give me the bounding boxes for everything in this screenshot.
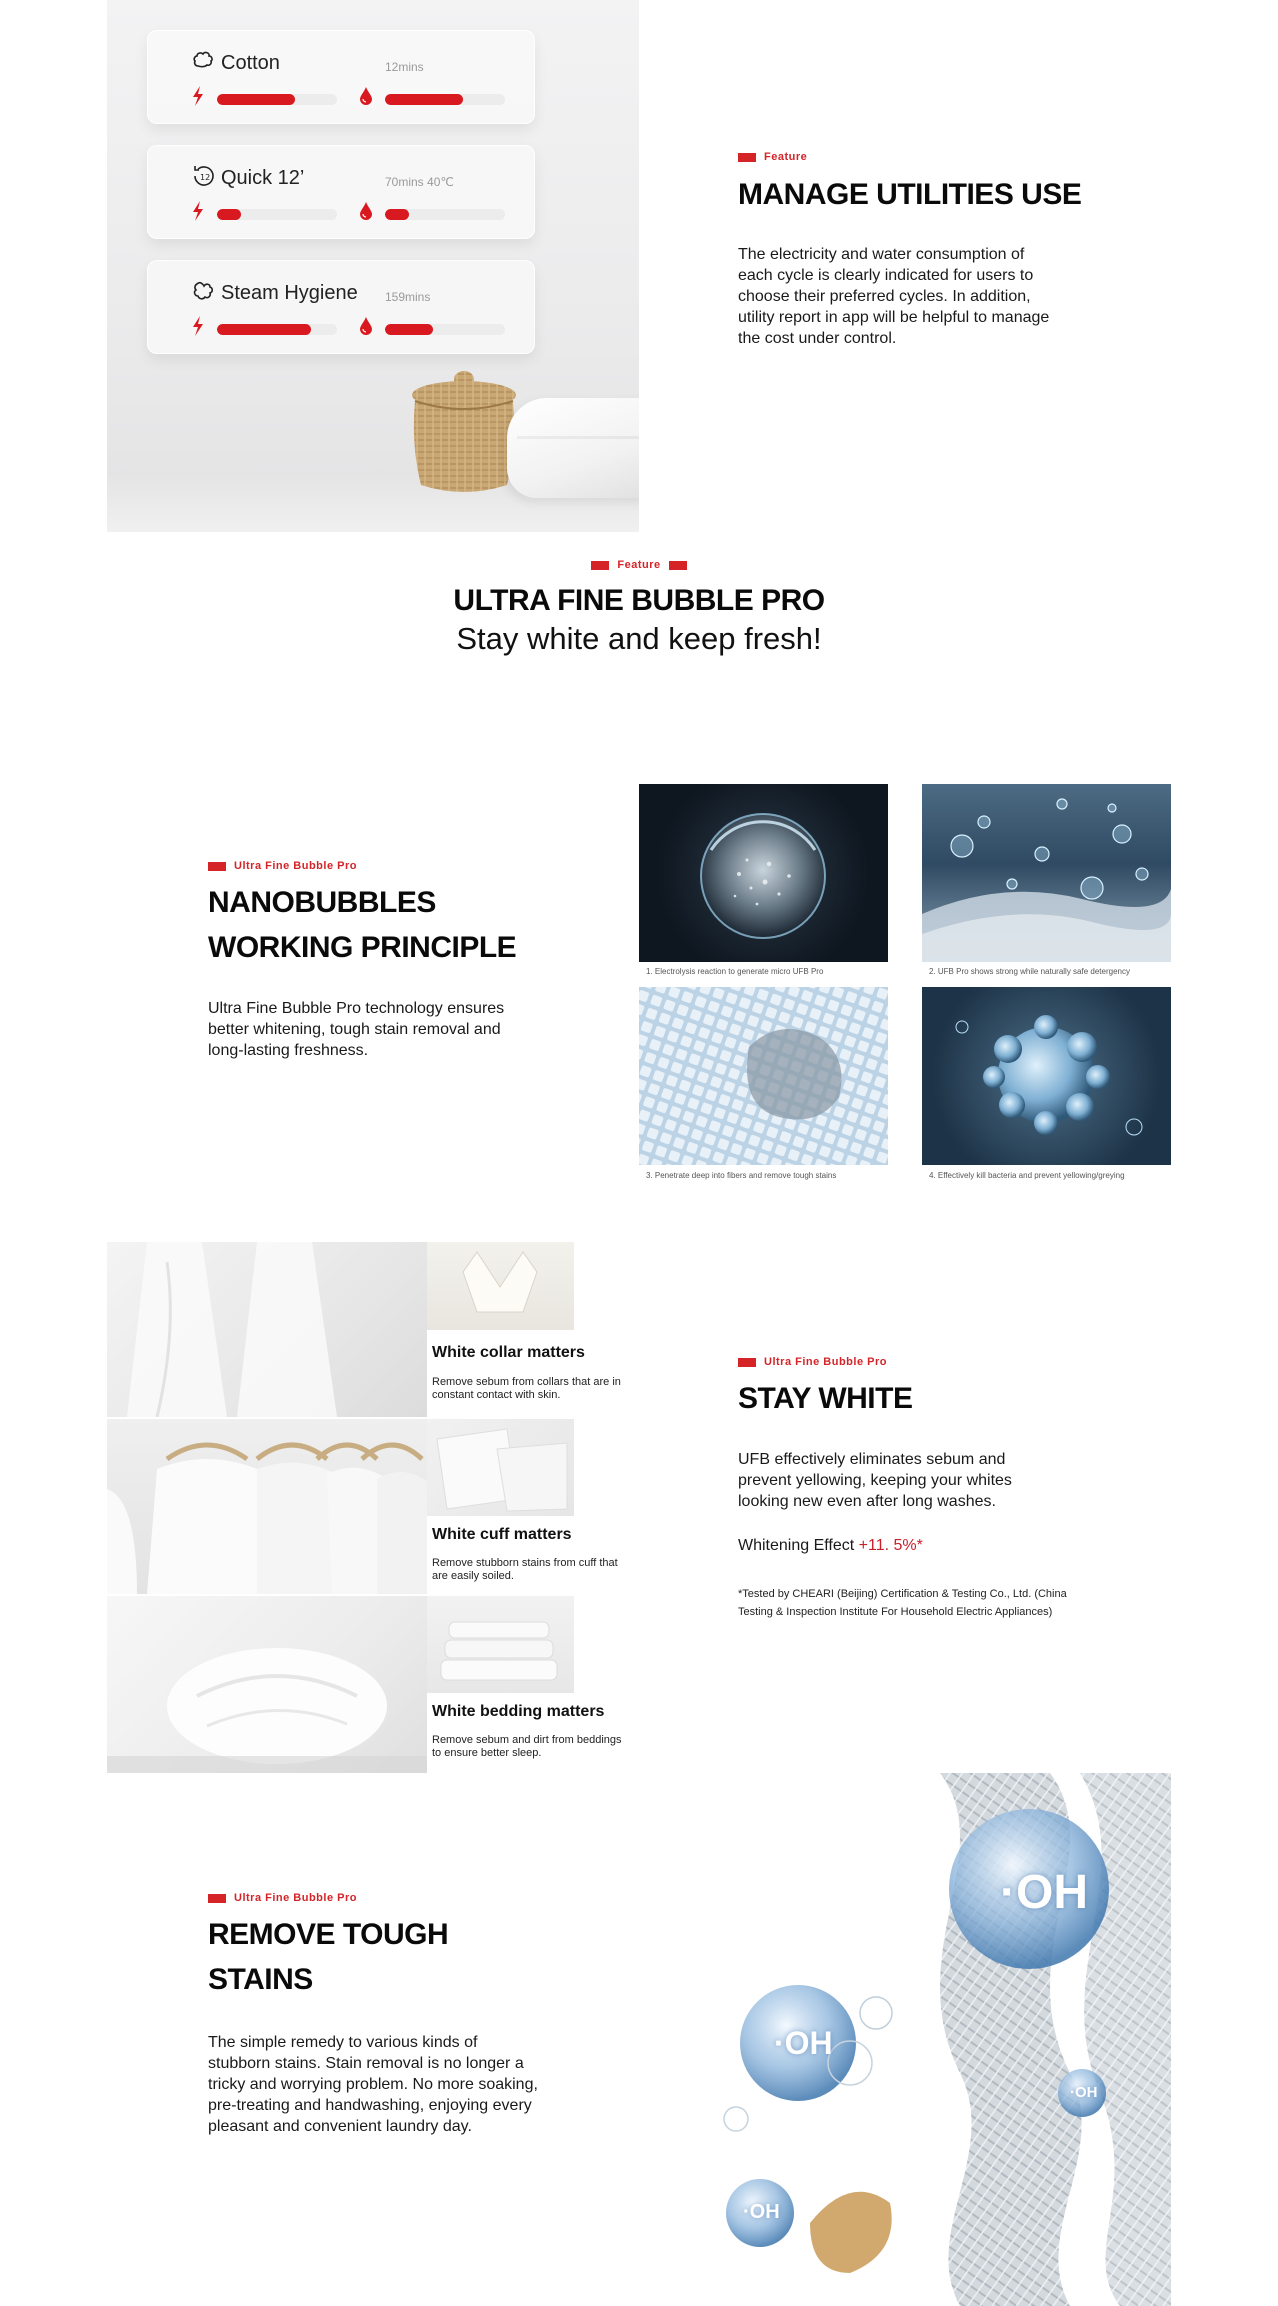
electricity-icon	[191, 86, 205, 106]
cycle-card-cotton	[147, 30, 535, 124]
section-body: The electricity and water consumption of each cycle is clearly indicated for users to choose their preferred cycles. In addition, utility report in app will be helpful to manage the cost under control.	[738, 246, 1050, 347]
fiber-penetration-image	[639, 987, 888, 1165]
stay-white-item-text: Remove stubborn stains from cuff that are easily soiled.	[432, 1557, 618, 1582]
whitening-effect-value: +11. 5%*	[858, 1537, 923, 1554]
cycle-time: 70mins 40℃	[385, 175, 454, 189]
energy-bar-fill	[217, 209, 241, 220]
water-bar	[385, 209, 505, 220]
tag-bar	[208, 1894, 226, 1903]
fabric-mesh-illustration	[639, 987, 888, 1165]
cycle-card-steam	[147, 260, 535, 354]
bubbles-over-fabric-illustration	[922, 784, 1171, 962]
tag-bar	[738, 1358, 756, 1367]
cycle-name: Cotton	[221, 52, 280, 74]
cycle-name: Quick 12’	[221, 167, 305, 189]
stay-white-item-text: Remove sebum from collars that are in constant contact with skin.	[432, 1376, 621, 1401]
hangers-illustration	[107, 1419, 427, 1594]
ufb-tag	[208, 1892, 357, 1904]
tag-bar	[669, 561, 687, 570]
water-bar-fill	[385, 94, 463, 105]
electricity-icon	[191, 316, 205, 336]
steam-hygiene-icon	[191, 278, 217, 304]
nano-caption: 2. UFB Pro shows strong while naturally safe detergency	[929, 967, 1130, 976]
water-bar-fill	[385, 324, 433, 335]
energy-bar-fill	[217, 94, 295, 105]
energy-bar-fill	[217, 324, 311, 335]
cotton-icon	[191, 48, 217, 74]
quick-timer-icon	[191, 163, 217, 189]
energy-bar	[217, 324, 337, 335]
hydroxyl-label: ·OH	[743, 2201, 780, 2223]
section-title: STAY WHITE	[738, 1382, 913, 1415]
nano-caption: 3. Penetrate deep into fibers and remove tough stains	[646, 1171, 837, 1180]
section-subtitle: Stay white and keep fresh!	[456, 621, 822, 656]
whitening-effect	[738, 1535, 923, 1556]
cuff-illustration	[427, 1419, 574, 1516]
electricity-icon	[191, 201, 205, 221]
section-title-line2: STAINS	[208, 1963, 313, 1996]
tag-label: Ultra Fine Bubble Pro	[764, 1356, 887, 1368]
stain-removal-illustration	[700, 1773, 1171, 2306]
wicker-basket-illustration	[405, 365, 523, 493]
bubble-sphere-illustration	[639, 784, 888, 962]
stay-white-item-title: White bedding matters	[432, 1703, 605, 1720]
utilities-photo	[107, 0, 639, 532]
feature-tag	[738, 151, 807, 163]
section-title: ULTRA FINE BUBBLE PRO	[453, 584, 825, 617]
nano-caption: 1. Electrolysis reaction to generate micro UFB Pro	[646, 967, 824, 976]
ufb-tag	[738, 1356, 887, 1368]
folded-bedding-photo	[427, 1596, 574, 1693]
cycle-time: 12mins	[385, 60, 424, 74]
water-drop-icon	[359, 201, 373, 221]
tag-bar	[591, 561, 609, 570]
fiber-and-bubbles-illustration	[700, 1773, 1171, 2306]
stay-white-item-title: White cuff matters	[432, 1526, 572, 1543]
section-body: Ultra Fine Bubble Pro technology ensures better whitening, tough stain removal and long-lasting freshness.	[208, 1000, 505, 1059]
tag-label: Ultra Fine Bubble Pro	[234, 1892, 357, 1904]
nano-caption: 4. Effectively kill bacteria and prevent yellowing/greying	[929, 1171, 1125, 1180]
tag-bar	[208, 862, 226, 871]
section-title-line1: REMOVE TOUGH	[208, 1918, 449, 1951]
tag-label: Feature	[764, 151, 808, 163]
water-bar-fill	[385, 209, 409, 220]
water-drop-icon	[359, 86, 373, 106]
water-drop-icon	[359, 316, 373, 336]
bedding-stack-illustration	[427, 1596, 574, 1693]
water-bar	[385, 94, 505, 105]
whitening-effect-label: Whitening Effect	[738, 1537, 855, 1554]
ufb-detergency-image	[922, 784, 1171, 962]
section-body: UFB effectively eliminates sebum and prevent yellowing, keeping your whites looking new even after long washes.	[738, 1451, 1012, 1510]
folded-towel	[507, 398, 639, 498]
energy-bar	[217, 94, 337, 105]
hydroxyl-label: ·OH	[1070, 2084, 1098, 2101]
tag-label: Ultra Fine Bubble Pro	[234, 860, 357, 872]
svg-text:12: 12	[200, 173, 211, 182]
cycle-card-quick	[147, 145, 535, 239]
ufb-tag	[208, 860, 357, 872]
cuff-photo	[427, 1419, 574, 1516]
tag-label: Feature	[617, 559, 661, 571]
bacteria-cluster-illustration	[922, 987, 1171, 1165]
hanging-shirts-photo	[107, 1419, 427, 1594]
white-shirt-photo	[107, 1242, 427, 1417]
hydroxyl-label: ·OH	[774, 2025, 833, 2061]
bacteria-image	[922, 987, 1171, 1165]
tag-bar	[738, 153, 756, 162]
collar-photo	[427, 1242, 574, 1330]
test-footnote: *Tested by CHEARI (Beijing) Certification & Testing Co., Ltd. (China Testing & Inspection Institute For Household Electric Appliances)	[738, 1588, 1067, 1618]
section-title: MANAGE UTILITIES USE	[738, 178, 1082, 211]
feature-tag	[0, 559, 1278, 571]
water-bar	[385, 324, 505, 335]
electrolysis-image	[639, 784, 888, 962]
duvet-illustration	[107, 1596, 427, 1773]
energy-bar	[217, 209, 337, 220]
section-title-line1: NANOBUBBLES	[208, 886, 436, 919]
stay-white-item-title: White collar matters	[432, 1344, 585, 1361]
stay-white-item-text: Remove sebum and dirt from beddings to ensure better sleep.	[432, 1734, 622, 1759]
collar-illustration	[427, 1242, 574, 1330]
shirt-illustration	[107, 1242, 427, 1417]
cycle-time: 159mins	[385, 290, 431, 304]
section-body: The simple remedy to various kinds of stubborn stains. Stain removal is no longer a tricky and worrying problem. No more soaking, pre-treating and handwashing, enjoying every pleasant and convenient laundry day.	[208, 2034, 538, 2135]
hydroxyl-label: ·OH	[1000, 1866, 1088, 1919]
rolled-duvet-photo	[107, 1596, 427, 1773]
section-title-line2: WORKING PRINCIPLE	[208, 931, 517, 964]
cycle-name: Steam Hygiene	[221, 282, 358, 304]
